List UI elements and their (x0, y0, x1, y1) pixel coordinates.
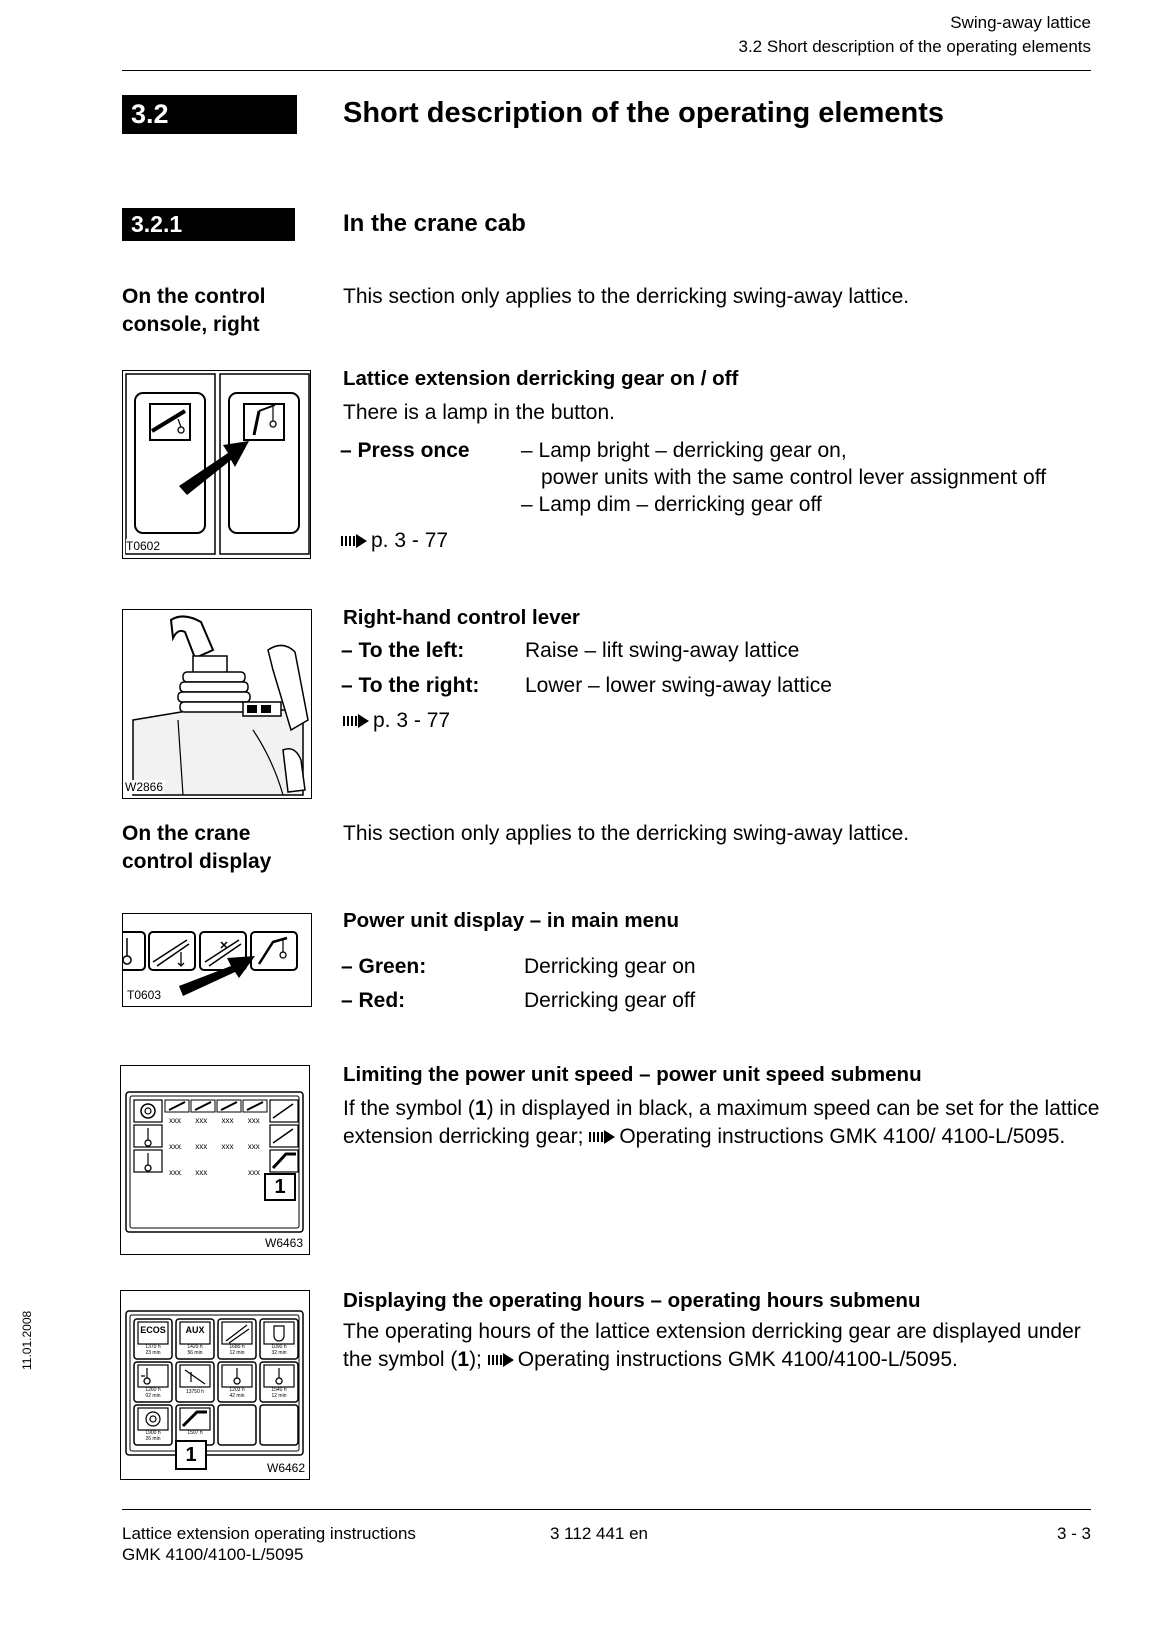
display-heading (122, 820, 271, 876)
running-header-chapter: Swing-away lattice (950, 13, 1091, 32)
hours-tile-label: ECOS (140, 1325, 166, 1335)
placeholder-row-3-end: xxx (248, 1168, 260, 1177)
placeholder-row-3: xxx xxx (169, 1168, 208, 1177)
to-left-label: – To the left: (341, 639, 465, 662)
hours-tile-value: 1540 h 12 min (271, 1387, 287, 1399)
reference-arrow-icon (343, 714, 369, 728)
gear-switch-title: Lattice extension derricking gear on / off (343, 367, 739, 390)
hours-submenu-illustration (121, 1291, 311, 1481)
display-heading-line2: control display (122, 850, 272, 873)
reference-arrow-icon (589, 1130, 615, 1144)
footer-doc-number: 3 112 441 en (550, 1524, 648, 1543)
display-note: This section only applies to the derricking swing-away lattice. (343, 822, 910, 845)
console-heading-line2: console, right (122, 313, 260, 336)
gear-switch-illustration (123, 371, 312, 560)
hours-tile-label: AUX (185, 1325, 205, 1335)
control-lever-page-ref[interactable] (343, 707, 450, 735)
running-header-section: 3.2 Short description of the operating elements (738, 37, 1091, 56)
red-value: Derricking gear off (524, 989, 696, 1012)
hours-tile-value: 1900 h 26 min (145, 1430, 161, 1442)
subsection-title: In the crane cab (343, 210, 526, 237)
figure-gear-switch (122, 370, 311, 559)
figure-label: W6462 (267, 1461, 306, 1475)
figure-power-unit-display (122, 913, 312, 1007)
reference-arrow-icon (341, 534, 367, 548)
green-label: – Green: (341, 955, 427, 978)
margin-date: 11.01.2008 (20, 1310, 34, 1370)
figure-label: T0602 (126, 539, 161, 553)
hours-tile-value: 1507 h (187, 1430, 203, 1436)
page-ref-text: p. 3 - 77 (371, 529, 449, 552)
figure-hours-submenu (120, 1290, 310, 1480)
reference-arrow-icon (488, 1353, 514, 1367)
figure-label: T0603 (127, 988, 162, 1002)
page-ref-text: p. 3 - 77 (373, 709, 451, 732)
console-note: This section only applies to the derricking swing-away lattice. (343, 285, 910, 308)
speed-text: If the symbol (1) in displayed in black, a maximum speed can be set for the lattice extension derricking gear; Operating instructions GMK 4100/ 4100-L/5095. (343, 1097, 1100, 1148)
lamp-dim-text: – Lamp dim – derricking gear off (521, 493, 822, 516)
hours-text: The operating hours of the lattice extension derricking gear are displayed under the symbol (1); Operating instructions GMK 4100/4100-L/5095. (343, 1320, 1081, 1371)
figure-label: W6463 (265, 1236, 304, 1250)
hours-tile-value: 1680 h 12 min (229, 1344, 245, 1356)
hours-tile-value: 13750 h (185, 1389, 205, 1395)
speed-title: Limiting the power unit speed – power unit speed submenu (343, 1063, 922, 1086)
hours-callout-number: 1 (185, 1444, 197, 1466)
to-right-label: – To the right: (341, 674, 480, 697)
console-heading (122, 283, 266, 339)
power-unit-title: Power unit display – in main menu (343, 909, 680, 932)
red-label: – Red: (341, 989, 406, 1012)
console-heading-line1: On the control (122, 285, 266, 308)
to-left-value: Raise – lift swing-away lattice (525, 639, 800, 662)
speed-submenu-illustration (121, 1066, 311, 1256)
hours-tile-value: 1260 h 02 min (145, 1387, 161, 1399)
footer-rule (122, 1509, 1091, 1510)
control-lever-title: Right-hand control lever (343, 606, 580, 629)
footer-doc-title-line1: Lattice extension operating instructions (122, 1524, 416, 1543)
placeholder-row-2: xxx xxx xxx xxx (169, 1142, 260, 1151)
placeholder-row-1: xxx xxx xxx xxx (169, 1116, 260, 1125)
speed-callout-number: 1 (274, 1176, 286, 1198)
footer-doc-title (122, 1523, 416, 1565)
lamp-bright-text: – Lamp bright – derricking gear on, (521, 439, 847, 462)
figure-speed-submenu (120, 1065, 310, 1255)
subsection-number: 3.2.1 (122, 208, 295, 241)
to-right-value: Lower – lower swing-away lattice (525, 674, 832, 697)
hours-tile-value: 1420 h 56 min (187, 1344, 203, 1356)
hours-tile-value: 1090 h 32 min (271, 1344, 287, 1356)
green-value: Derricking gear on (524, 955, 696, 978)
hours-tile-value: 1370 h 23 min (145, 1344, 161, 1356)
press-once-label: – Press once (340, 439, 470, 462)
gear-switch-page-ref[interactable] (341, 527, 448, 555)
lamp-bright-text-cont: power units with the same control lever assignment off (541, 466, 1047, 489)
display-heading-line1: On the crane (122, 822, 251, 845)
section-title: Short description of the operating elements (343, 97, 945, 129)
hours-tile-value: 1203 h 42 min (229, 1387, 245, 1399)
footer-doc-title-line2: GMK 4100/4100-L/5095 (122, 1545, 304, 1564)
figure-label: W2866 (125, 780, 164, 794)
footer-page-number: 3 - 3 (1056, 1524, 1091, 1543)
gear-switch-description: There is a lamp in the button. (343, 401, 615, 424)
hours-title: Displaying the operating hours – operating hours submenu (343, 1289, 921, 1312)
section-number: 3.2 (122, 95, 297, 134)
control-lever-illustration (123, 610, 313, 800)
header-rule (122, 70, 1091, 71)
figure-control-lever (122, 609, 312, 799)
